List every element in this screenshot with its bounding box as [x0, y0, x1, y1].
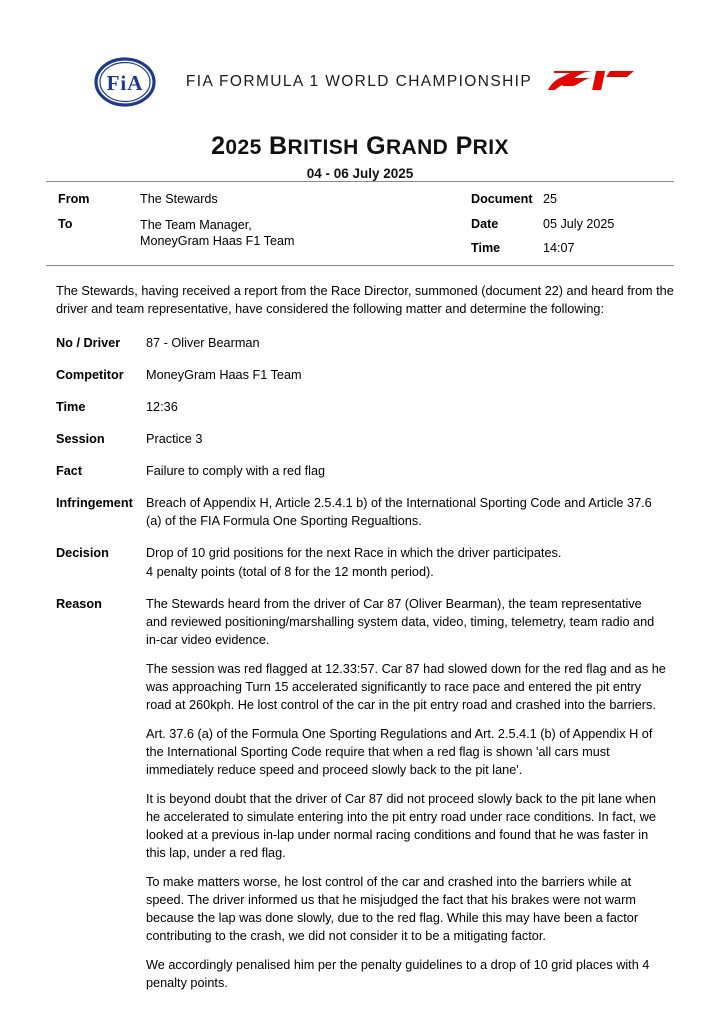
field-time — [56, 398, 674, 416]
to-label: To — [58, 216, 73, 231]
f1-logo-icon — [548, 67, 634, 97]
meta-row-from — [58, 192, 461, 208]
field-fact — [56, 462, 674, 480]
no-driver-value: 87 - Oliver Bearman — [146, 336, 260, 351]
decision-value — [146, 544, 666, 580]
decision-line-2: 4 penalty points (total of 8 for the 12 month period). — [146, 564, 434, 579]
title-block — [46, 132, 674, 181]
event-dates: 04 - 06 July 2025 — [306, 166, 414, 181]
document-header — [46, 50, 674, 114]
meta-bottom-divider — [46, 265, 674, 266]
event-title: 2025 BRITISH GRAND PRIX — [211, 132, 509, 160]
session-label: Session — [56, 432, 105, 447]
meta-row-document — [471, 192, 674, 208]
date-value: 05 July 2025 — [543, 216, 615, 231]
to-value-line2: MoneyGram Haas F1 Team — [140, 234, 295, 249]
to-value — [140, 217, 461, 250]
decision-label: Decision — [56, 546, 109, 561]
field-reason — [56, 595, 674, 993]
document-label: Document — [471, 192, 533, 206]
fact-label: Fact — [56, 464, 83, 479]
to-value-line1: The Team Manager, — [140, 217, 252, 232]
date-label: Date — [471, 216, 499, 231]
field-competitor — [56, 366, 674, 384]
no-driver-label: No / Driver — [56, 336, 121, 351]
reason-paragraph: To make matters worse, he lost control of the car and crashed into the barriers while at speed. The driver informed us that he misjudged the fact that his brakes were not warm because the lap was done slowly, due to the red flag. While this may have been a factor contributing to the crash, we did not consider it to be a mitigating factor. — [146, 874, 639, 944]
session-value: Practice 3 — [146, 432, 203, 447]
time-label: Time — [471, 241, 501, 256]
reason-label: Reason — [56, 596, 102, 611]
infringement-label: Infringement — [56, 496, 133, 511]
fia-logo-icon — [94, 56, 156, 108]
championship-title: FIA FORMULA 1 WORLD CHAMPIONSHIP — [185, 73, 533, 90]
fact-value: Failure to comply with a red flag — [146, 464, 326, 479]
field-decision — [56, 544, 674, 580]
field-infringement — [56, 494, 674, 530]
time-field-label: Time — [56, 400, 86, 415]
meta-table — [46, 182, 674, 265]
meta-right-column — [461, 192, 674, 257]
from-label: From — [58, 192, 90, 206]
document-value: 25 — [543, 192, 558, 206]
infringement-value: Breach of Appendix H, Article 2.5.4.1 b) of the International Sporting Code and Article 37.6 (a) of the FIA Formula One Sporting Regualtions. — [146, 496, 652, 529]
meta-left-column — [46, 192, 461, 257]
decision-fields — [56, 334, 674, 992]
intro-paragraph: The Stewards, having received a report from the Race Director, summoned (document 22) and heard from the driver and team representative, have considered the following matter and determine the following: — [56, 284, 674, 317]
time-value: 14:07 — [543, 241, 575, 256]
reason-paragraph: The Stewards heard from the driver of Car 87 (Oliver Bearman), the team representative and reviewed positioning/marshalling system data, video, timing, telemetry, team radio and in-car video evidence. — [146, 596, 655, 647]
meta-row-to — [58, 217, 461, 250]
field-session — [56, 430, 674, 448]
time-field-value: 12:36 — [146, 400, 178, 415]
reason-paragraph: Art. 37.6 (a) of the Formula One Sporting Regulations and Art. 2.5.4.1 (b) of Appendix H of the International Sporting Code require that when a red flag is shown 'all cars must immediately reduce speed and proceed slowly back to the pit lane'. — [146, 726, 653, 777]
from-value: The Stewards — [140, 192, 218, 206]
meta-row-time — [471, 241, 674, 257]
meta-row-date — [471, 217, 674, 233]
reason-paragraph: We accordingly penalised him per the penalty guidelines to a drop of 10 grid places with 4 penalty points. — [146, 958, 650, 991]
reason-paragraph: It is beyond doubt that the driver of Car 87 did not proceed slowly back to the pit lane when he accelerated to simulate entering into the pit entry road under race conditions. In fact, we looked at a previous in-lap under normal racing conditions and found that he was faster in this lap, under a red flag. — [146, 791, 656, 860]
decision-line-1: Drop of 10 grid positions for the next Race in which the driver participates. — [146, 546, 562, 561]
reason-value — [146, 595, 666, 993]
reason-paragraph: The session was red flagged at 12.33:57. Car 87 had slowed down for the red flag and as he was approaching Turn 15 accelerated significantly to race pace and entered the pit entry road at 260kph. He lost control of the car in the pit entry road and crashed into the barriers. — [146, 661, 666, 712]
competitor-value: MoneyGram Haas F1 Team — [146, 368, 302, 383]
competitor-label: Competitor — [56, 368, 124, 383]
svg-text:FiA: FiA — [106, 71, 144, 95]
field-no-driver — [56, 334, 674, 352]
